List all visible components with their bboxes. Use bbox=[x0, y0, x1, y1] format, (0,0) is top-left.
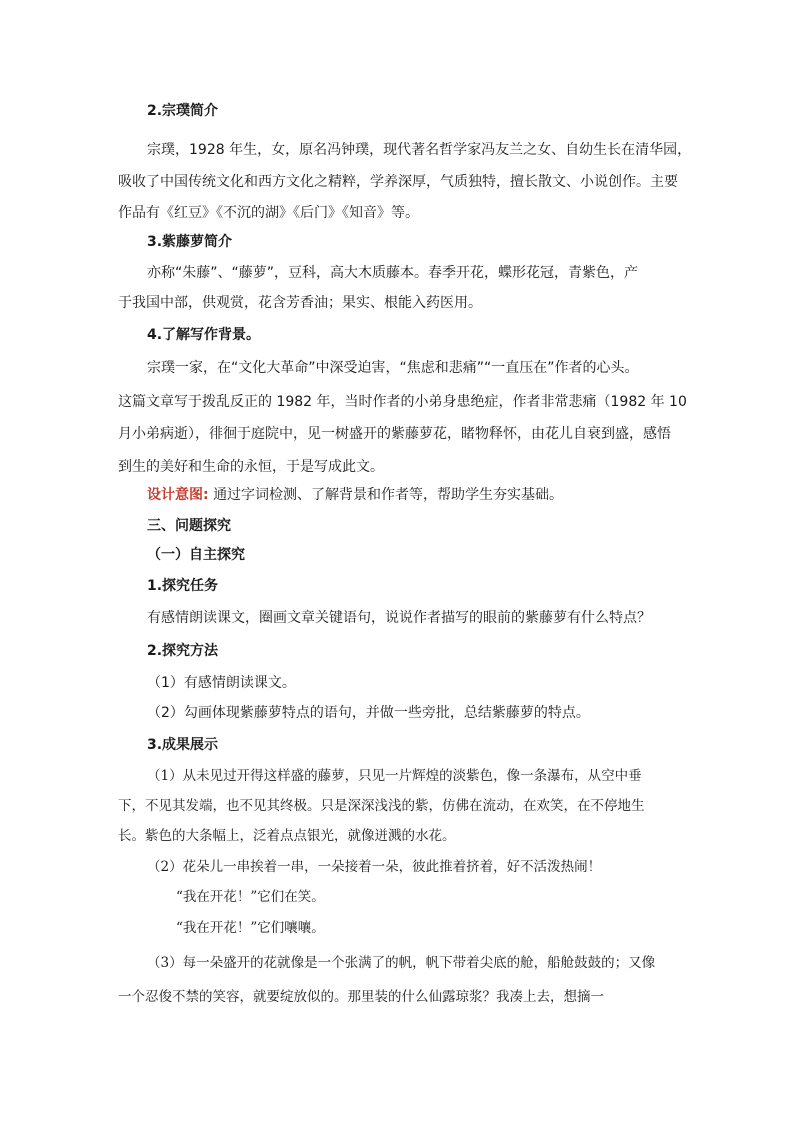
zongpu-paragraph-line: 吸收了中国传统文化和西方文化之精粹，学养深厚，气质独特，擅长散文、小说创作。主要 bbox=[118, 174, 678, 190]
background-paragraph-line: 月小弟病逝），徘徊于庭院中，见一树盛开的紫藤萝花，睹物释怀，由花儿自衰到盛，感悟 bbox=[118, 426, 671, 442]
result-line: 一个忍俊不禁的笑容，就要绽放似的。那里装的什么仙露琼浆？我凑上去，想摘一 bbox=[118, 989, 604, 1005]
method-item: （2）勾画体现紫藤萝特点的语句，并做一些旁批，总结紫藤萝的特点。 bbox=[147, 705, 590, 721]
task-text: 有感情朗读课文，圈画文章关键语句，说说作者描写的眼前的紫藤萝有什么特点？ bbox=[147, 610, 651, 626]
task-heading: 1.探究任务 bbox=[147, 578, 219, 594]
wisteria-paragraph-line: 亦称“朱藤”、“藤萝”，豆科，高大木质藤本。春季开花，蝶形花冠，青紫色，产 bbox=[147, 265, 639, 281]
result-line: “我在开花！”它们在笑。 bbox=[176, 889, 325, 905]
wisteria-paragraph-line: 于我国中部，供观赏，花含芳香油；果实、根能入药医用。 bbox=[118, 295, 482, 311]
background-paragraph-line: 宗璞一家，在“文化大革命”中深受迫害，“焦虑和悲痛”“一直压在”作者的心头。 bbox=[147, 360, 639, 376]
design-intent-label: 设计意图: bbox=[147, 487, 209, 503]
wisteria-heading: 3.紫藤萝简介 bbox=[147, 234, 233, 250]
result-line: （1）从未见过开得这样盛的藤萝，只见一片辉煌的淡紫色，像一条瀑布，从空中垂 bbox=[147, 768, 642, 784]
result-line: 长。紫色的大条幅上，泛着点点银光，就像迸溅的水花。 bbox=[118, 828, 456, 844]
part3-heading: 三、问题探究 bbox=[147, 518, 231, 534]
result-heading: 3.成果展示 bbox=[147, 737, 219, 753]
self-inquiry-heading: （一）自主探究 bbox=[147, 547, 245, 563]
result-line: 下，不见其发端，也不见其终极。只是深深浅浅的紫，仿佛在流动，在欢笑，在不停地生 bbox=[118, 798, 645, 814]
background-paragraph-line: 到生的美好和生命的永恒，于是写成此文。 bbox=[118, 459, 384, 475]
result-line: （3）每一朵盛开的花就像是一个张满了的帆，帆下带着尖底的舱，船舱鼓鼓的；又像 bbox=[147, 955, 656, 971]
zongpu-heading: 2.宗璞简介 bbox=[147, 103, 219, 119]
design-intent-text: 通过字词检测、了解背景和作者等，帮助学生夯实基础。 bbox=[213, 487, 564, 503]
method-item: （1）有感情朗读课文。 bbox=[147, 675, 296, 691]
background-heading: 4.了解写作背景。 bbox=[147, 327, 261, 343]
method-heading: 2.探究方法 bbox=[147, 643, 219, 659]
zongpu-paragraph-line: 宗璞，1928 年生，女，原名冯钟璞，现代著名哲学家冯友兰之女、自幼生长在清华园， bbox=[147, 142, 692, 158]
result-line: （2）花朵儿一串挨着一串，一朵接着一朵，彼此推着挤着，好不活泼热闹！ bbox=[147, 859, 602, 875]
design-intent bbox=[147, 485, 563, 505]
zongpu-paragraph-line: 作品有《红豆》《不沉的湖》《后门》《知音》等。 bbox=[118, 205, 419, 221]
result-line: “我在开花！”它们嚷嚷。 bbox=[176, 920, 325, 936]
background-paragraph-line: 这篇文章写于拨乱反正的 1982 年，当时作者的小弟身患绝症，作者非常悲痛（1982 年 10 bbox=[118, 394, 687, 410]
